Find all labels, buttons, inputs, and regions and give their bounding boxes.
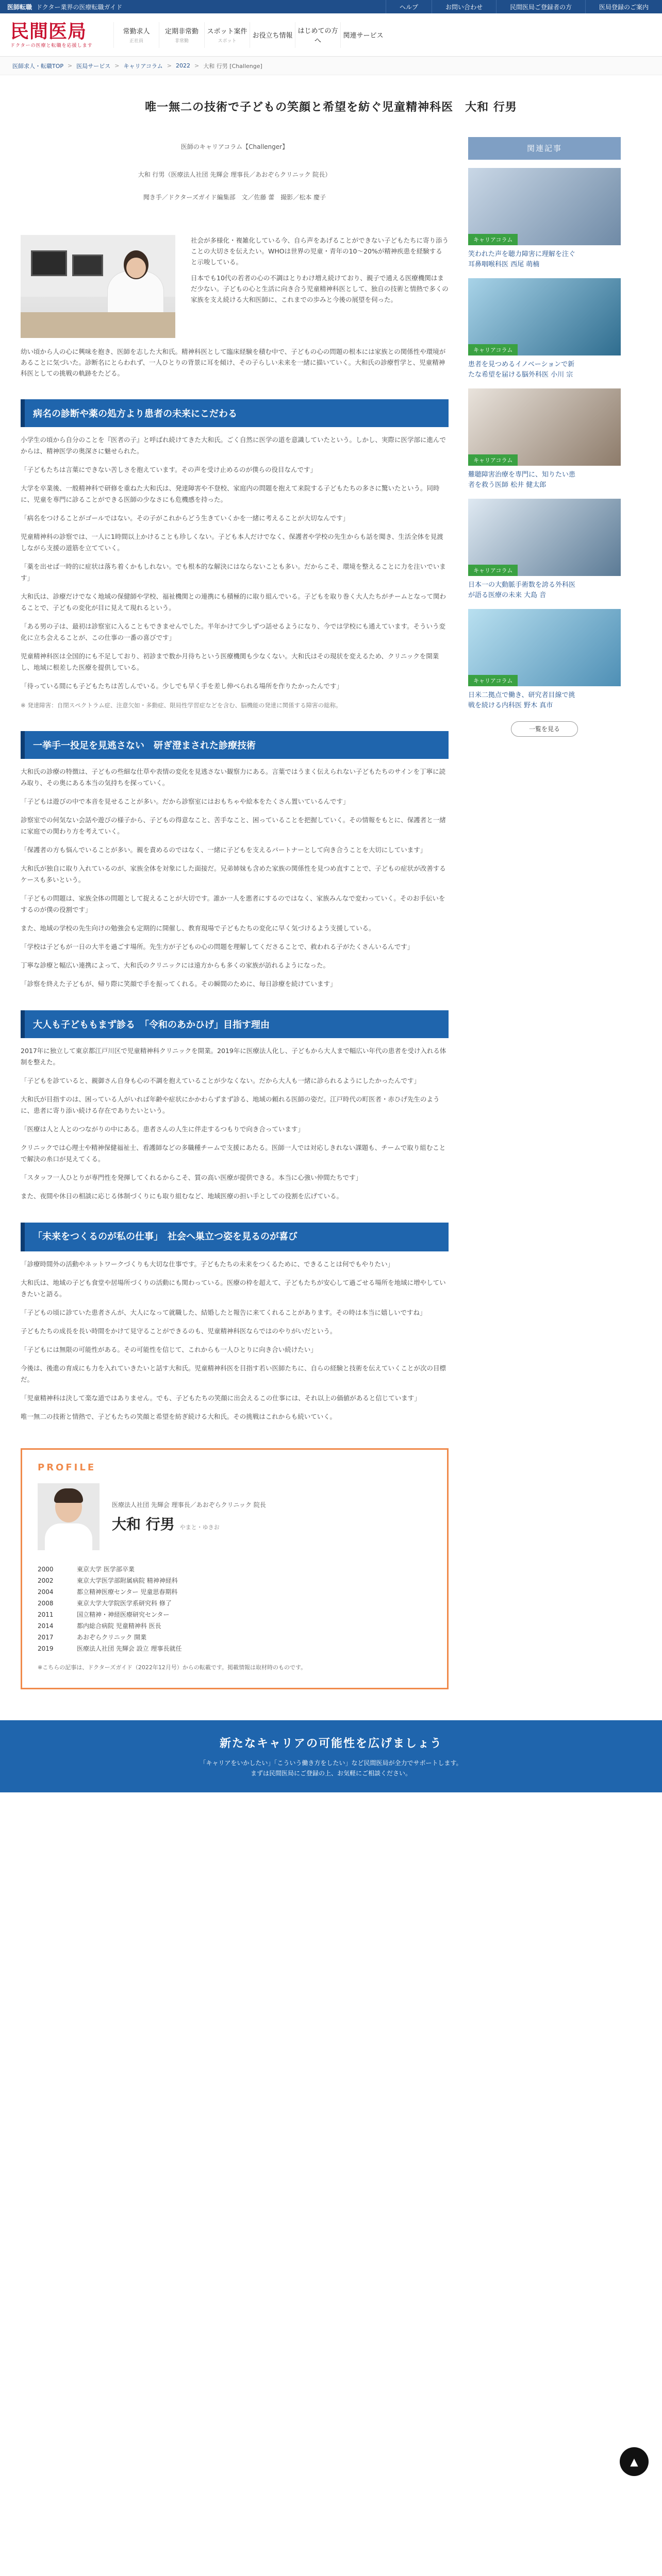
related-thumbnail[interactable] xyxy=(468,168,621,245)
cta-sub-2: まずは民間医局にご登録の上、お気軽にご相談ください。 xyxy=(250,1769,411,1777)
section-heading: 病名の診断や薬の処方より患者の未来にこだわる xyxy=(21,399,449,427)
paragraph: 「待っている間にも子どもたちは苦しんでいる。少しでも早く手を差し伸べられる場所を作りたかったんです」 xyxy=(21,682,343,690)
paragraph: 「スタッフ一人ひとりが専門性を発揮してくれるからこそ、質の高い医療が提供できる。本当に心強い仲間たちです」 xyxy=(21,1174,362,1181)
profile-box xyxy=(21,1448,449,1689)
paragraph: また、夜間や休日の相談に応じる体制づくりにも取り組むなど、地域医療の担い手としての役割を広げている。 xyxy=(21,1192,343,1200)
section-3 xyxy=(21,1010,449,1202)
paragraph: クリニックでは心理士や精神保健福祉士、看護師などの多職種チームで支援にあたる。医師一人では対応しきれない課題も、チームで取り組むことで解決の糸口が見えてくる。 xyxy=(21,1144,446,1163)
related-article[interactable] xyxy=(468,380,621,490)
help-link[interactable]: ヘルプ xyxy=(386,0,432,13)
notice-text[interactable]: ドクター業界の医療転職ガイド xyxy=(36,3,123,11)
paragraph: 児童精神科医は全国的にも不足しており、初診まで数か月待ちという医療機関も少なくない。大和氏はその現状を変えるため、クリニックを開業し、地域に根差した医療を提供している。 xyxy=(21,652,439,671)
paragraph: 今後は、後進の育成にも力を入れていきたいと話す大和氏。児童精神科医を目指す若い医師たちに、自らの経験と技術を伝えていくことが次の目標だ。 xyxy=(21,1364,446,1383)
paragraph: 「病名をつけることがゴールではない。その子がこれからどう生きていくかを一緒に考えることが大切なんです」 xyxy=(21,514,350,522)
crumb-current: 大和 行男 [Challenge] xyxy=(203,62,262,70)
nav-label: はじめての方へ xyxy=(297,27,338,45)
related-article[interactable] xyxy=(468,601,621,711)
nav-services[interactable] xyxy=(340,22,386,48)
related-heading: 関連記事 xyxy=(468,137,621,160)
paragraph: また、地域の学校の先生向けの勉強会も定期的に開催し、教育現場で子どもたちの変化に早く気づけるよう支援している。 xyxy=(21,924,375,932)
nav-spot[interactable] xyxy=(204,22,250,48)
more-button[interactable]: 一覧を見る xyxy=(511,721,578,737)
staff-line: 聞き手／ドクターズガイド編集部 文／佐藤 蕾 撮影／松本 慶子 xyxy=(143,194,326,201)
related-thumbnail[interactable] xyxy=(468,278,621,355)
career-list xyxy=(38,1564,432,1654)
related-title[interactable]: 日本一の大動脈手術数を誇る外科医が語る医療の未来 大島 音 xyxy=(468,581,576,599)
related-thumbnail[interactable] xyxy=(468,609,621,686)
paragraph: 「子どもを診ていると、親御さん自身も心の不調を抱えていることが少なくない。だから大人も一緒に診られるようにしたかったんです」 xyxy=(21,1077,421,1084)
logo-sub: ドクターの医療と転職を応援します xyxy=(10,43,93,48)
nav-label: お役立ち情報 xyxy=(252,32,293,40)
paragraph: 大和氏が目指すのは、困っている人がいれば年齢や症状にかかわらずまず診る、地域の頼れる医師の姿だ。江戸時代の町医者・赤ひげ先生のように、患者に寄り添い続ける存在でありたいという。 xyxy=(21,1095,440,1114)
intro-text: 社会が多様化・複雑化している今、自ら声をあげることができない子どもたちに寄り添うことの大切さを伝えたい。WHOは世界の児童・青年の10〜20%が精神疾患を経験すると示唆している。 xyxy=(191,236,449,266)
profile-tag: PROFILE xyxy=(38,1462,96,1473)
career-row: 2000 東京大学 医学部卒業 xyxy=(38,1566,135,1573)
nav-sub: スポット xyxy=(218,39,237,44)
section-2 xyxy=(21,731,449,990)
article-body xyxy=(21,137,449,1689)
paragraph: 「子どもには無限の可能性がある。その可能性を信じて、これからも一人ひとりに向き合い続けたい」 xyxy=(21,1346,317,1353)
paragraph: 「子どもは遊びの中で本音を見せることが多い。だから診察室にはおもちゃや絵本をたくさん置いているんです」 xyxy=(21,798,350,805)
nav-first[interactable] xyxy=(295,22,340,48)
crumb-home[interactable]: 医師求人・転職TOP xyxy=(12,62,64,70)
paragraph: 「薬を出せば一時的に症状は落ち着くかもしれない。でも根本的な解決にはならないことも多い。だからこそ、環境を整えることに力を注いでいます」 xyxy=(21,563,446,582)
cta-title: 新たなキャリアの可能性を広げましょう xyxy=(219,1737,442,1750)
breadcrumb: 医師求人・転職TOP > 医局サービス > キャリアコラム > 2022 > 大和 行男 [Challenge] xyxy=(0,57,662,75)
profile-kana: やまと・ゆきお xyxy=(179,1523,220,1531)
register-link[interactable]: 医局登録のご案内 xyxy=(585,0,662,13)
career-row: 2011 国立精神・神経医療研究センター xyxy=(38,1611,170,1618)
nav-sub: 非常勤 xyxy=(174,39,189,44)
global-nav xyxy=(113,22,386,48)
paragraph: 大和氏は、地域の子ども食堂や居場所づくりの活動にも関わっている。医療の枠を超えて、子どもたちが安心して過ごせる場所を地域に増やしていきたいと語る。 xyxy=(21,1279,446,1298)
section-4 xyxy=(21,1223,449,1422)
category-badge: キャリアコラム xyxy=(468,675,518,686)
paragraph: 大和氏は、診療だけでなく地域の保健師や学校、福祉機関との連携にも積極的に取り組んでいる。子どもを取り巻く大人たちがチームとなって関わることで、子どもの変化が目に見えて現れるという。 xyxy=(21,592,446,612)
nav-label: 常勤求人 xyxy=(123,28,150,36)
related-article[interactable] xyxy=(468,490,621,601)
paragraph: 大和氏の診療の特徴は、子どもの些細な仕草や表情の変化を見逃さない観察力にある。言葉ではうまく伝えられない子どもたちのサインを丁寧に読み取り、その奥にある本当の気持ちを探っていく。 xyxy=(21,768,446,787)
logo-text: 民間医局 xyxy=(10,21,87,42)
category-badge: キャリアコラム xyxy=(468,454,518,466)
intro-text-2: 日本でも10代の若者の心の不調はとりわけ増え続けており、親子で通える医療機関はまだ少ない。子どもの心と生活に向き合う児童精神科医として、独自の技術と情熱で多くの家族を支え続ける大和医師に、これまでの歩みと今後の展望を伺った。 xyxy=(191,274,449,303)
related-article[interactable] xyxy=(468,270,621,380)
section-heading: 一挙手一投足を見逃さない 研ぎ澄まされた診療技術 xyxy=(21,731,449,759)
author-line: 大和 行男（医療法人社団 先輝会 理事長／あおぞらクリニック 院長） xyxy=(138,171,332,178)
profile-role: 医療法人社団 先輝会 理事長／あおぞらクリニック 院長 xyxy=(112,1501,266,1509)
profile-photo xyxy=(38,1483,100,1550)
nav-label: 関連サービス xyxy=(343,32,384,40)
section-1 xyxy=(21,399,449,710)
paragraph: 唯一無二の技術と情熱で、子どもたちの笑顔と希望を紡ぎ続ける大和氏。その挑戦はこれからも続いていく。 xyxy=(21,1413,337,1420)
paragraph: 丁寧な診療と幅広い連携によって、大和氏のクリニックには遠方からも多くの家族が訪れるようになった。 xyxy=(21,961,330,969)
member-link[interactable]: 民間医局ご登録者の方 xyxy=(496,0,585,13)
paragraph: 子どもたちの成長を長い時間をかけて見守ることができるのも、児童精神科医ならではのやりがいだという。 xyxy=(21,1327,337,1335)
paragraph: 「子どもの頃に診ていた患者さんが、大人になって就職した、結婚したと報告に来てくれることがあります。その時は本当に嬉しいですね」 xyxy=(21,1309,426,1316)
nav-fulltime[interactable] xyxy=(113,22,159,48)
related-title[interactable]: 難聴障害治療を専門に、知りたい患者を救う医師 松井 健太郎 xyxy=(468,471,576,489)
paragraph: 「医療は人と人とのつながりの中にある。患者さんの人生に伴走するつもりで向き合っています」 xyxy=(21,1125,304,1133)
notice-label: 医師転職 xyxy=(7,3,32,11)
paragraph: 「子どもたちは言葉にできない苦しさを抱えています。その声を受け止めるのが僕らの役目なんです」 xyxy=(21,466,317,473)
paragraph: 大学を卒業後、一般精神科で研修を重ねた大和氏は、発達障害や不登校、家庭内の問題を抱えて来院する子どもたちの多さに驚いたという。同時に、児童を専門に診ることができる医師の少なさにも危機感を持った。 xyxy=(21,484,440,503)
career-row: 2004 都立精神医療センター 児童思春期科 xyxy=(38,1588,178,1596)
section-heading: 「未来をつくるのが私の仕事」 社会へ巣立つ姿を見るのが喜び xyxy=(21,1223,449,1251)
category-badge: キャリアコラム xyxy=(468,234,518,245)
nav-sub: 正社員 xyxy=(129,39,143,44)
paragraph: 小学生の頃から自分のことを『医者の子』と呼ばれ続けてきた大和氏。ごく自然に医学の道を意識していたという。しかし、実際に医学部に進んでからは、精神医学の奥深さに魅せられた。 xyxy=(21,436,446,455)
arrow-up-icon: ▲ xyxy=(630,2455,638,2468)
profile-name: 大和 行男 xyxy=(112,1515,175,1533)
paragraph: 「診察を終えた子どもが、帰り際に笑顔で手を振ってくれる。その瞬間のために、毎日診療を続けています」 xyxy=(21,980,337,988)
career-row: 2014 都内総合病院 児童精神科 医長 xyxy=(38,1622,161,1630)
paragraph: 大和氏が独自に取り入れているのが、家族全体を対象にした面接だ。兄弟姉妹も含めた家族の関係性を見つめ直すことで、子どもの症状が改善するケースも多いという。 xyxy=(21,865,446,884)
career-row: 2017 あおぞらクリニック 開業 xyxy=(38,1634,147,1641)
related-article[interactable] xyxy=(468,160,621,270)
related-thumbnail[interactable] xyxy=(468,499,621,576)
paragraph: 「ある男の子は、最初は診察室に入ることもできませんでした。半年かけて少しずつ話せるようになり、今では学校にも通えています。そういう変化に立ち会えることが、この仕事の一番の喜びです」 xyxy=(21,622,446,641)
career-row: 2008 東京大学大学院医学系研究科 修了 xyxy=(38,1600,172,1607)
cta-banner[interactable] xyxy=(0,1720,662,1792)
paragraph: 「保護者の方も悩んでいることが多い。親を責めるのではなく、一緒に子どもを支えるパートナーとして向き合うことを大切にしています」 xyxy=(21,846,427,854)
footnote: ※ 発達障害：自閉スペクトラム症、注意欠如・多動症、限局性学習症などを含む、脳機能の発達に関係する障害の総称。 xyxy=(21,702,342,709)
career-row: 2002 東京大学医学部附属病院 精神神経科 xyxy=(38,1577,178,1584)
contact-link[interactable]: お問い合わせ xyxy=(432,0,496,13)
page-title: 唯一無二の技術で子どもの笑顔と希望を紡ぐ児童精神科医 大和 行男 xyxy=(145,100,517,114)
topbar xyxy=(0,0,662,13)
header xyxy=(0,13,662,57)
nav-parttime[interactable] xyxy=(159,22,204,48)
profile-footnote: ※こちらの記事は、ドクターズガイド（2022年12月号）からの転載です。掲載情報は取材時のものです。 xyxy=(38,1664,307,1671)
nav-label: 定期非常勤 xyxy=(164,28,198,36)
related-title[interactable]: 笑われた声を聴力障害に理解を注ぐ耳鼻咽喉科医 西尾 萌楠 xyxy=(468,250,576,268)
nav-info[interactable] xyxy=(250,22,295,48)
nav-label: スポット案件 xyxy=(207,28,247,36)
paragraph: 「診療時間外の活動やネットワークづくりも大切な仕事です。子どもたちの未来をつくるために、できることは何でもやりたい」 xyxy=(21,1260,394,1268)
paragraph: 診察室での何気ない会話や遊びの様子から、子どもの得意なこと、苦手なこと、困っていることを把握していく。その情報をもとに、保護者と一緒に家庭での関わり方を考えていく。 xyxy=(21,816,446,835)
category-badge: キャリアコラム xyxy=(468,344,518,355)
back-to-top-button[interactable] xyxy=(620,2447,649,2476)
series-label: 医師のキャリアコラム【Challenger】 xyxy=(180,143,289,150)
category-badge: キャリアコラム xyxy=(468,565,518,576)
related-thumbnail[interactable] xyxy=(468,388,621,466)
paragraph: 「児童精神科は決して楽な道ではありません。でも、子どもたちの笑顔に出会えるこの仕事には、それ以上の価値があると信じています」 xyxy=(21,1394,421,1402)
section-heading: 大人も子どももまず診る 「令和のあかひげ」目指す理由 xyxy=(21,1010,449,1038)
lead-text: 幼い頃から人の心に興味を抱き、医師を志した大和氏。精神科医として臨床経験を積む中で、子どもの心の問題の根本には家族との関係性や環境があることに気づいた。診断名にとらわれず、一人ひとりの背景に耳を傾け、その子らしい未来を一緒に描いていく。大和氏の診療哲学と、児童精神科医としての挑戦の軌跡をたどる。 xyxy=(21,348,446,377)
related-title[interactable]: 患者を見つめるイノベーションで新たな希望を届ける脳外科医 小川 宗 xyxy=(468,361,575,379)
related-title[interactable]: 日米二拠点で働き、研究者目線で挑戦を続ける内科医 野木 真市 xyxy=(468,691,575,709)
paragraph: 児童精神科の診察では、一人に1時間以上かけることも珍しくない。子ども本人だけでなく、保護者や学校の先生からも話を聞き、生活全体を見渡しながら支援の道筋を立てていく。 xyxy=(21,533,443,552)
crumb-column[interactable]: キャリアコラム xyxy=(123,62,163,70)
doctor-photo xyxy=(21,235,175,338)
site-logo[interactable] xyxy=(10,21,98,48)
cta-sub-1: 「キャリアをいかしたい」「こういう働き方をしたい」など民間医局が全力でサポートします。 xyxy=(200,1759,462,1767)
paragraph: 「学校は子どもが一日の大半を過ごす場所。先生方が子どもの心の問題を理解してくださることで、救われる子がたくさんいるんです」 xyxy=(21,943,414,951)
career-row: 2019 医療法人社団 先輝会 設立 理事長就任 xyxy=(38,1645,182,1652)
crumb-year[interactable]: 2022 xyxy=(176,62,191,69)
crumb-service[interactable]: 医局サービス xyxy=(76,62,111,70)
paragraph: 「子どもの問題は、家族全体の問題として捉えることが大切です。誰か一人を悪者にするのではなく、家族みんなで変わっていく。そのお手伝いをするのが僕の役割です」 xyxy=(21,894,445,913)
paragraph: 2017年に独立して東京都江戸川区で児童精神科クリニックを開業。2019年に医療法人化し、子どもから大人まで幅広い年代の患者を受け入れる体制を整えた。 xyxy=(21,1047,446,1066)
sidebar xyxy=(468,137,621,1689)
